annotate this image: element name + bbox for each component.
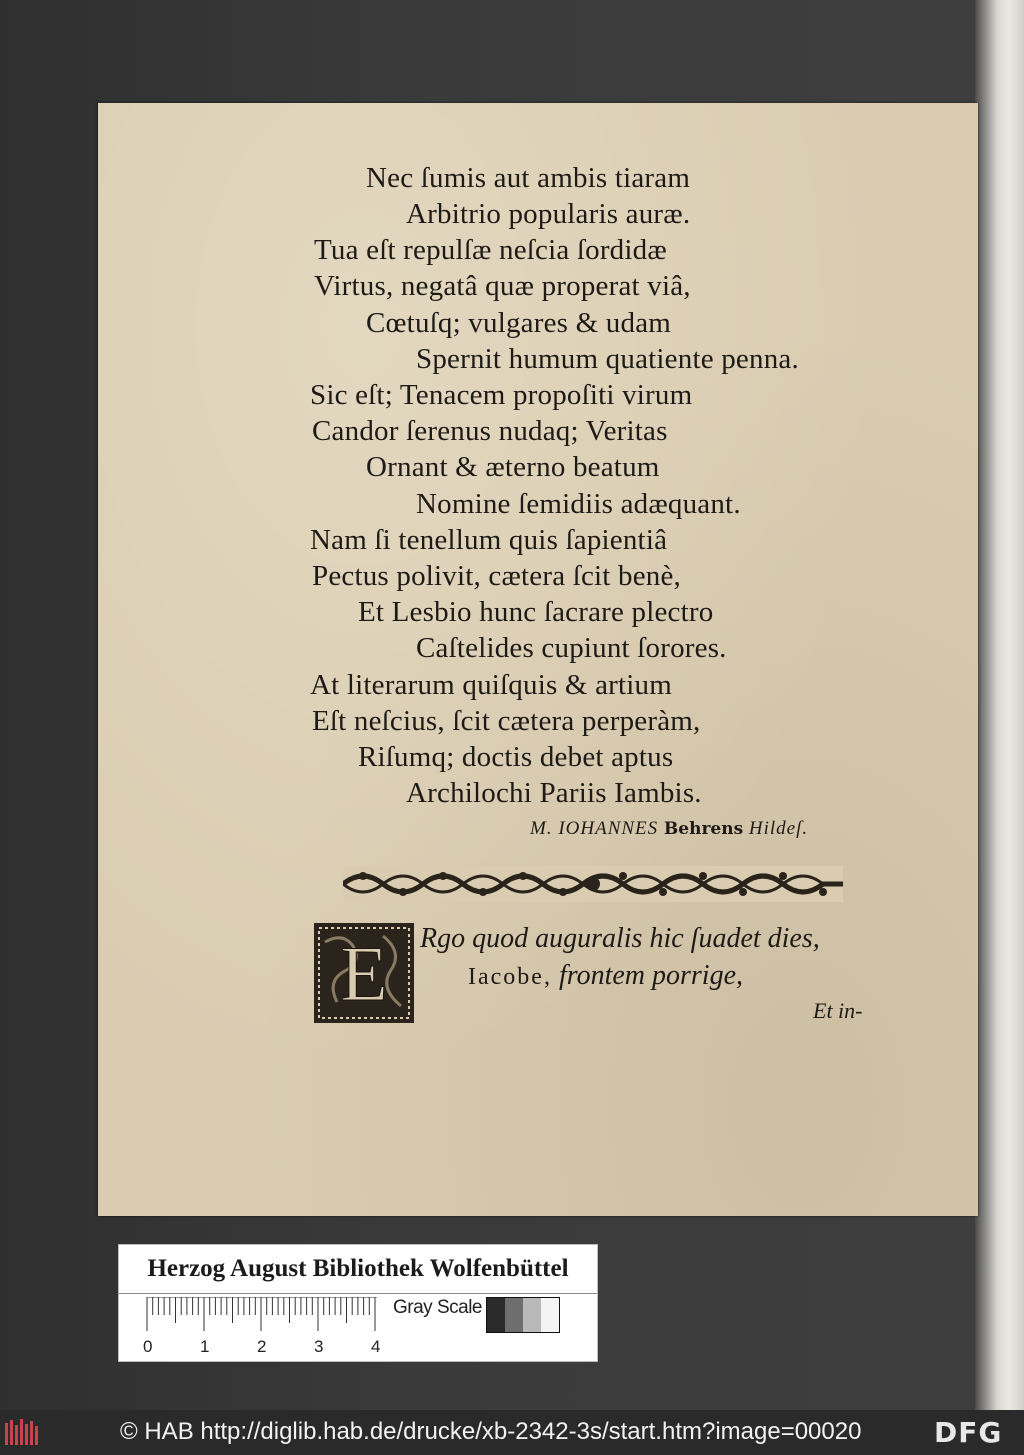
- ornament-band-icon: [343, 866, 843, 902]
- scale-number: 0: [143, 1337, 153, 1356]
- ruler-scale-icon: [143, 1297, 393, 1337]
- poem-line: Sic eſt; Tenacem propoſiti virum: [310, 379, 693, 411]
- initial-letter: E: [340, 930, 388, 1017]
- signature-place: Hildeſ.: [748, 818, 809, 839]
- poem-line: Archilochi Pariis Iambis.: [406, 777, 702, 809]
- poem-line: Cœtuſq; vulgares & udam: [366, 307, 672, 339]
- book-page: [98, 103, 978, 1216]
- dfg-logo: DFG: [934, 1416, 1003, 1449]
- signature-surname: Behrens: [663, 819, 744, 839]
- catchword: Et in-: [813, 998, 863, 1023]
- library-color-chart: [118, 1244, 598, 1362]
- poem-line: Nam ſi tenellum quis ſapientiâ: [310, 524, 668, 556]
- library-title: Herzog August Bibliothek Wolfenbüttel: [147, 1255, 569, 1282]
- poem-line: Nec ſumis aut ambis tiaram: [366, 162, 691, 194]
- second-poem-line: Rgo quod auguralis hic ſuadet dies,: [420, 923, 820, 954]
- second-poem-line: [468, 960, 743, 992]
- gray-scale-label: Gray Scale: [393, 1297, 482, 1318]
- signature: [530, 818, 808, 840]
- copyright-url[interactable]: © HAB http://diglib.hab.de/drucke/xb-2342-3s/start.htm?image=00020: [120, 1418, 862, 1445]
- poem-line: Spernit humum quatiente penna.: [416, 343, 799, 375]
- label-divider: [119, 1293, 597, 1294]
- poem-line: Riſumq; doctis debet aptus: [358, 741, 674, 773]
- poem-line: Candor ſerenus nudaq; Veritas: [312, 415, 668, 447]
- name-caps: Iacobe,: [468, 964, 552, 990]
- swatch-2: [523, 1298, 541, 1332]
- swatch-1: [505, 1298, 523, 1332]
- scale-number: 1: [200, 1337, 210, 1356]
- signature-name: M. IOHANNES: [530, 818, 659, 839]
- next-page-edge: [975, 0, 1024, 1410]
- poem-line: Et Lesbio hunc ſacrare plectro: [358, 596, 714, 628]
- swatch-0: [487, 1298, 505, 1332]
- poem-line: Pectus polivit, cætera ſcit benè,: [312, 560, 682, 592]
- scale-number: 4: [371, 1337, 381, 1356]
- poem-line: At literarum quiſquis & artium: [310, 669, 673, 701]
- decorated-initial-icon: [313, 922, 415, 1024]
- gray-scale-swatches: [486, 1297, 560, 1333]
- poem-line: Tua eſt repulſæ neſcia ſordidæ: [314, 234, 667, 266]
- scale-number: 2: [257, 1337, 267, 1356]
- poem-line: Caſtelides cupiunt ſorores.: [416, 632, 727, 664]
- poem-line: Eſt neſcius, ſcit cætera perperàm,: [312, 705, 701, 737]
- poem-line: Virtus, negatâ quæ properat viâ,: [314, 270, 691, 302]
- hab-logo-icon: [4, 1417, 42, 1449]
- scale-number: 3: [314, 1337, 324, 1356]
- poem-line: Arbitrio popularis auræ.: [406, 198, 691, 230]
- swatch-3: [541, 1298, 559, 1332]
- poem-line: Nomine ſemidiis adæquant.: [416, 488, 741, 520]
- poem-line: Ornant & æterno beatum: [366, 451, 660, 483]
- viewer-footer: [0, 1410, 1024, 1455]
- second-poem-line-rest: frontem porrige,: [558, 960, 744, 991]
